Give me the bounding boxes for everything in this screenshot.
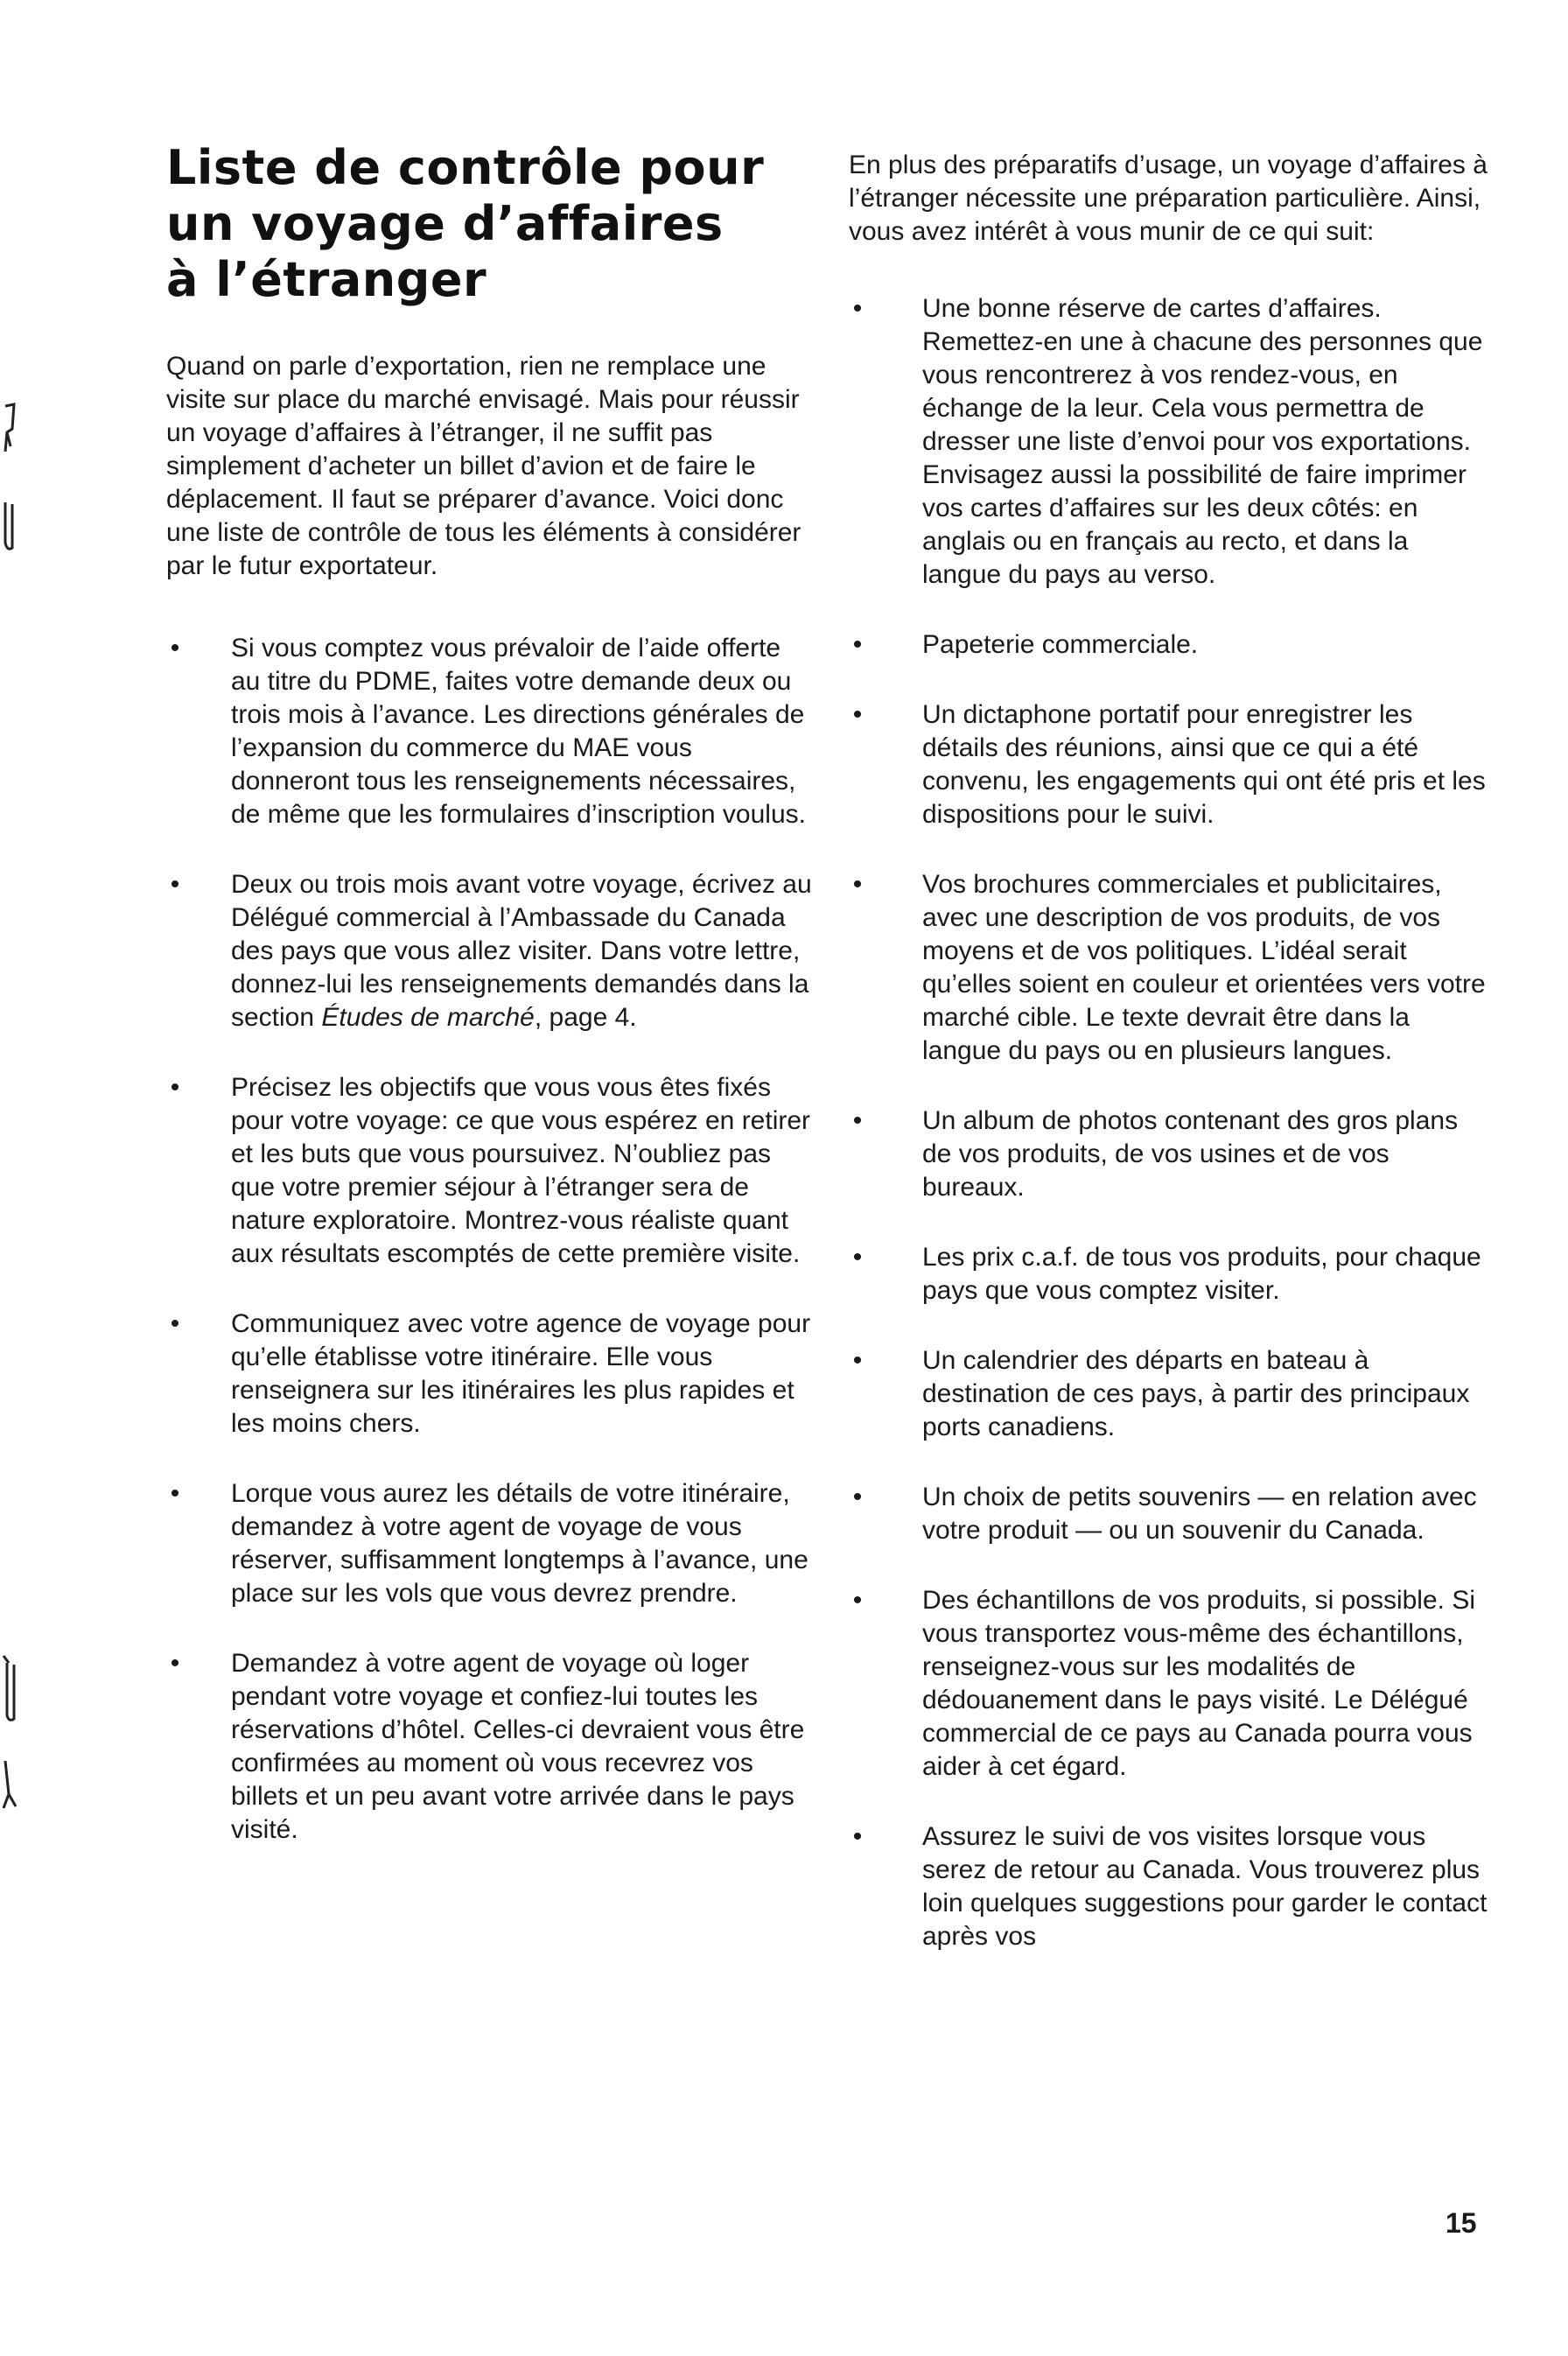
list-item-text: Un calendrier des départs en bateau à destination de ces pays, à partir des principaux ports canadiens. — [922, 1346, 1470, 1441]
page-title — [166, 140, 814, 308]
left-checklist — [166, 632, 814, 1847]
bullet-icon: • — [170, 870, 180, 899]
bullet-icon: • — [852, 630, 863, 659]
list-item — [849, 698, 1492, 831]
list-item-text: Demandez à votre agent de voyage où loger pendant votre voyage et confiez-lui toutes les réservations d’hôtel. Celles-ci devraient vous être confirmées au moment où vous recevrez vos billets et un peu avant votre arrivée dans le pays visité. — [231, 1649, 805, 1844]
bullet-icon: • — [852, 1586, 863, 1615]
list-item-text: Des échantillons de vos produits, si possible. Si vous transportez vous-même des échantillons, renseignez-vous sur les modalités de dédouanement dans le pays visité. Le Délégué commercial de ce pays au Canada pourra vous aider à cet égard. — [922, 1586, 1475, 1781]
bullet-icon: • — [852, 1483, 863, 1511]
bullet-icon: • — [852, 1106, 863, 1135]
section-reference: Études de marché — [321, 1003, 535, 1032]
list-item — [849, 1241, 1492, 1308]
bullet-icon: • — [852, 294, 863, 323]
list-item-text: Si vous comptez vous prévaloir de l’aide offerte au titre du PDME, faites votre demande deux ou trois mois à l’avance. Les directions générales de l’expansion du commerce du MAE vous donneront tous les renseignements nécessaires, de même que les formulaires d’inscription voulus. — [231, 634, 806, 829]
bullet-icon: • — [852, 1346, 863, 1375]
list-item — [849, 628, 1492, 662]
list-item-text: Une bonne réserve de cartes d’affaires. Remettez-en une à chacune des personnes que vous rencontrerez à vos rendez-vous, en échange de la leur. Cela vous permettra de dresser une liste d’envoi pour vos exportations. Envisagez aussi la possibilité de faire imprimer vos cartes d’affaires sur les deux côtés: en anglais ou en français au recto, et dans la langue du pays au verso. — [922, 294, 1483, 589]
list-item-text: Lorque vous aurez les détails de votre itinéraire, demandez à votre agent de voyage de vous réserver, suffisamment longtemps à l’avance, une place sur les vols que vous devrez prendre. — [231, 1479, 808, 1608]
list-item — [849, 292, 1492, 592]
list-item-text: Un album de photos contenant des gros plans de vos produits, de vos usines et de vos bureaux. — [922, 1106, 1459, 1202]
bullet-icon: • — [852, 700, 863, 729]
bullet-icon: • — [170, 634, 180, 663]
list-item-text: Vos brochures commerciales et publicitaires, avec une description de vos produits, de vos moyens et de vos politiques. L’idéal serait qu’elles soient en couleur et orientées vers votre marché cible. Le texte devrait être dans la langue du pays ou en plusieurs langues. — [922, 870, 1486, 1065]
list-item — [849, 1104, 1492, 1204]
list-item — [166, 1308, 814, 1441]
title-line-3: à l’étranger — [166, 252, 487, 307]
list-item-text: Assurez le suivi de vos visites lorsque vous serez de retour au Canada. Vous trouverez plus loin quelques suggestions pour garder le contact après vos — [922, 1822, 1488, 1951]
list-item-text: Précisez les objectifs que vous vous êtes fixés pour votre voyage: ce que vous espérez en retirer et les buts que vous poursuivez. N’oubliez pas que votre premier séjour à l’étranger sera de nature exploratoire. Montrez-vous réaliste quant aux résultats escomptés de cette première visite. — [231, 1073, 811, 1268]
list-item — [849, 1481, 1492, 1547]
right-intro-paragraph: En plus des préparatifs d’usage, un voyage d’affaires à l’étranger nécessite une préparation particulière. Ainsi, vous avez intérêt à vous munir de ce qui suit: — [849, 151, 1488, 246]
binder-mark-4 — [0, 1759, 19, 1812]
list-item-text-end: , page 4. — [534, 1003, 637, 1032]
list-item — [166, 1071, 814, 1271]
binder-mark-2 — [0, 499, 19, 555]
bullet-icon: • — [852, 870, 863, 899]
bullet-icon: • — [852, 1243, 863, 1272]
list-item-text: Les prix c.a.f. de tous vos produits, pour chaque pays que vous comptez visiter. — [922, 1243, 1481, 1305]
list-item-text: Papeterie commerciale. — [922, 630, 1199, 659]
title-line-1: Liste de contrôle pour — [166, 140, 765, 195]
list-item-text: Un dictaphone portatif pour enregistrer les détails des réunions, ainsi que ce qui a été convenu, les engagements qui ont été pris et les dispositions pour le suivi. — [922, 700, 1486, 829]
list-item-text: Un choix de petits souvenirs — en relation avec votre produit — ou un souvenir du Canada. — [922, 1483, 1477, 1545]
bullet-icon: • — [852, 1822, 863, 1851]
page-number: 15 — [1446, 2207, 1477, 2239]
right-column — [849, 149, 1492, 1990]
intro-paragraph: Quand on parle d’exportation, rien ne remplace une visite sur place du marché envisagé. Mais pour réussir un voyage d’affaires à l’étranger, il ne suffit pas simplement d’acheter un billet d’avion et de faire le déplacement. Il faut se préparer d’avance. Voici donc une liste de contrôle de tous les éléments à considérer par le futur exportateur. — [166, 352, 802, 580]
list-item — [849, 1584, 1492, 1784]
list-item — [849, 868, 1492, 1068]
bullet-icon: • — [170, 1073, 180, 1102]
bullet-icon: • — [170, 1649, 180, 1678]
bullet-icon: • — [170, 1309, 180, 1338]
list-item-text: Deux ou trois mois avant votre voyage, écrivez au Délégué commercial à l’Ambassade du Canada des pays que vous allez visiter. Dans votre lettre, donnez-lui les renseignements demandés dans la section — [231, 870, 812, 1032]
list-item — [166, 1477, 814, 1610]
binder-mark-1 — [0, 403, 19, 455]
right-checklist — [849, 292, 1492, 1953]
list-item — [166, 1647, 814, 1847]
binder-mark-3 — [0, 1654, 19, 1724]
title-line-2: un voyage d’affaires — [166, 196, 724, 251]
list-item — [166, 868, 814, 1034]
left-column — [166, 140, 814, 1883]
list-item-text: Communiquez avec votre agence de voyage pour qu’elle établisse votre itinéraire. Elle vous renseignera sur les itinéraires les plus rapides et les moins chers. — [231, 1309, 811, 1438]
list-item — [849, 1820, 1492, 1953]
list-item — [166, 632, 814, 831]
list-item — [849, 1344, 1492, 1444]
bullet-icon: • — [170, 1479, 180, 1508]
